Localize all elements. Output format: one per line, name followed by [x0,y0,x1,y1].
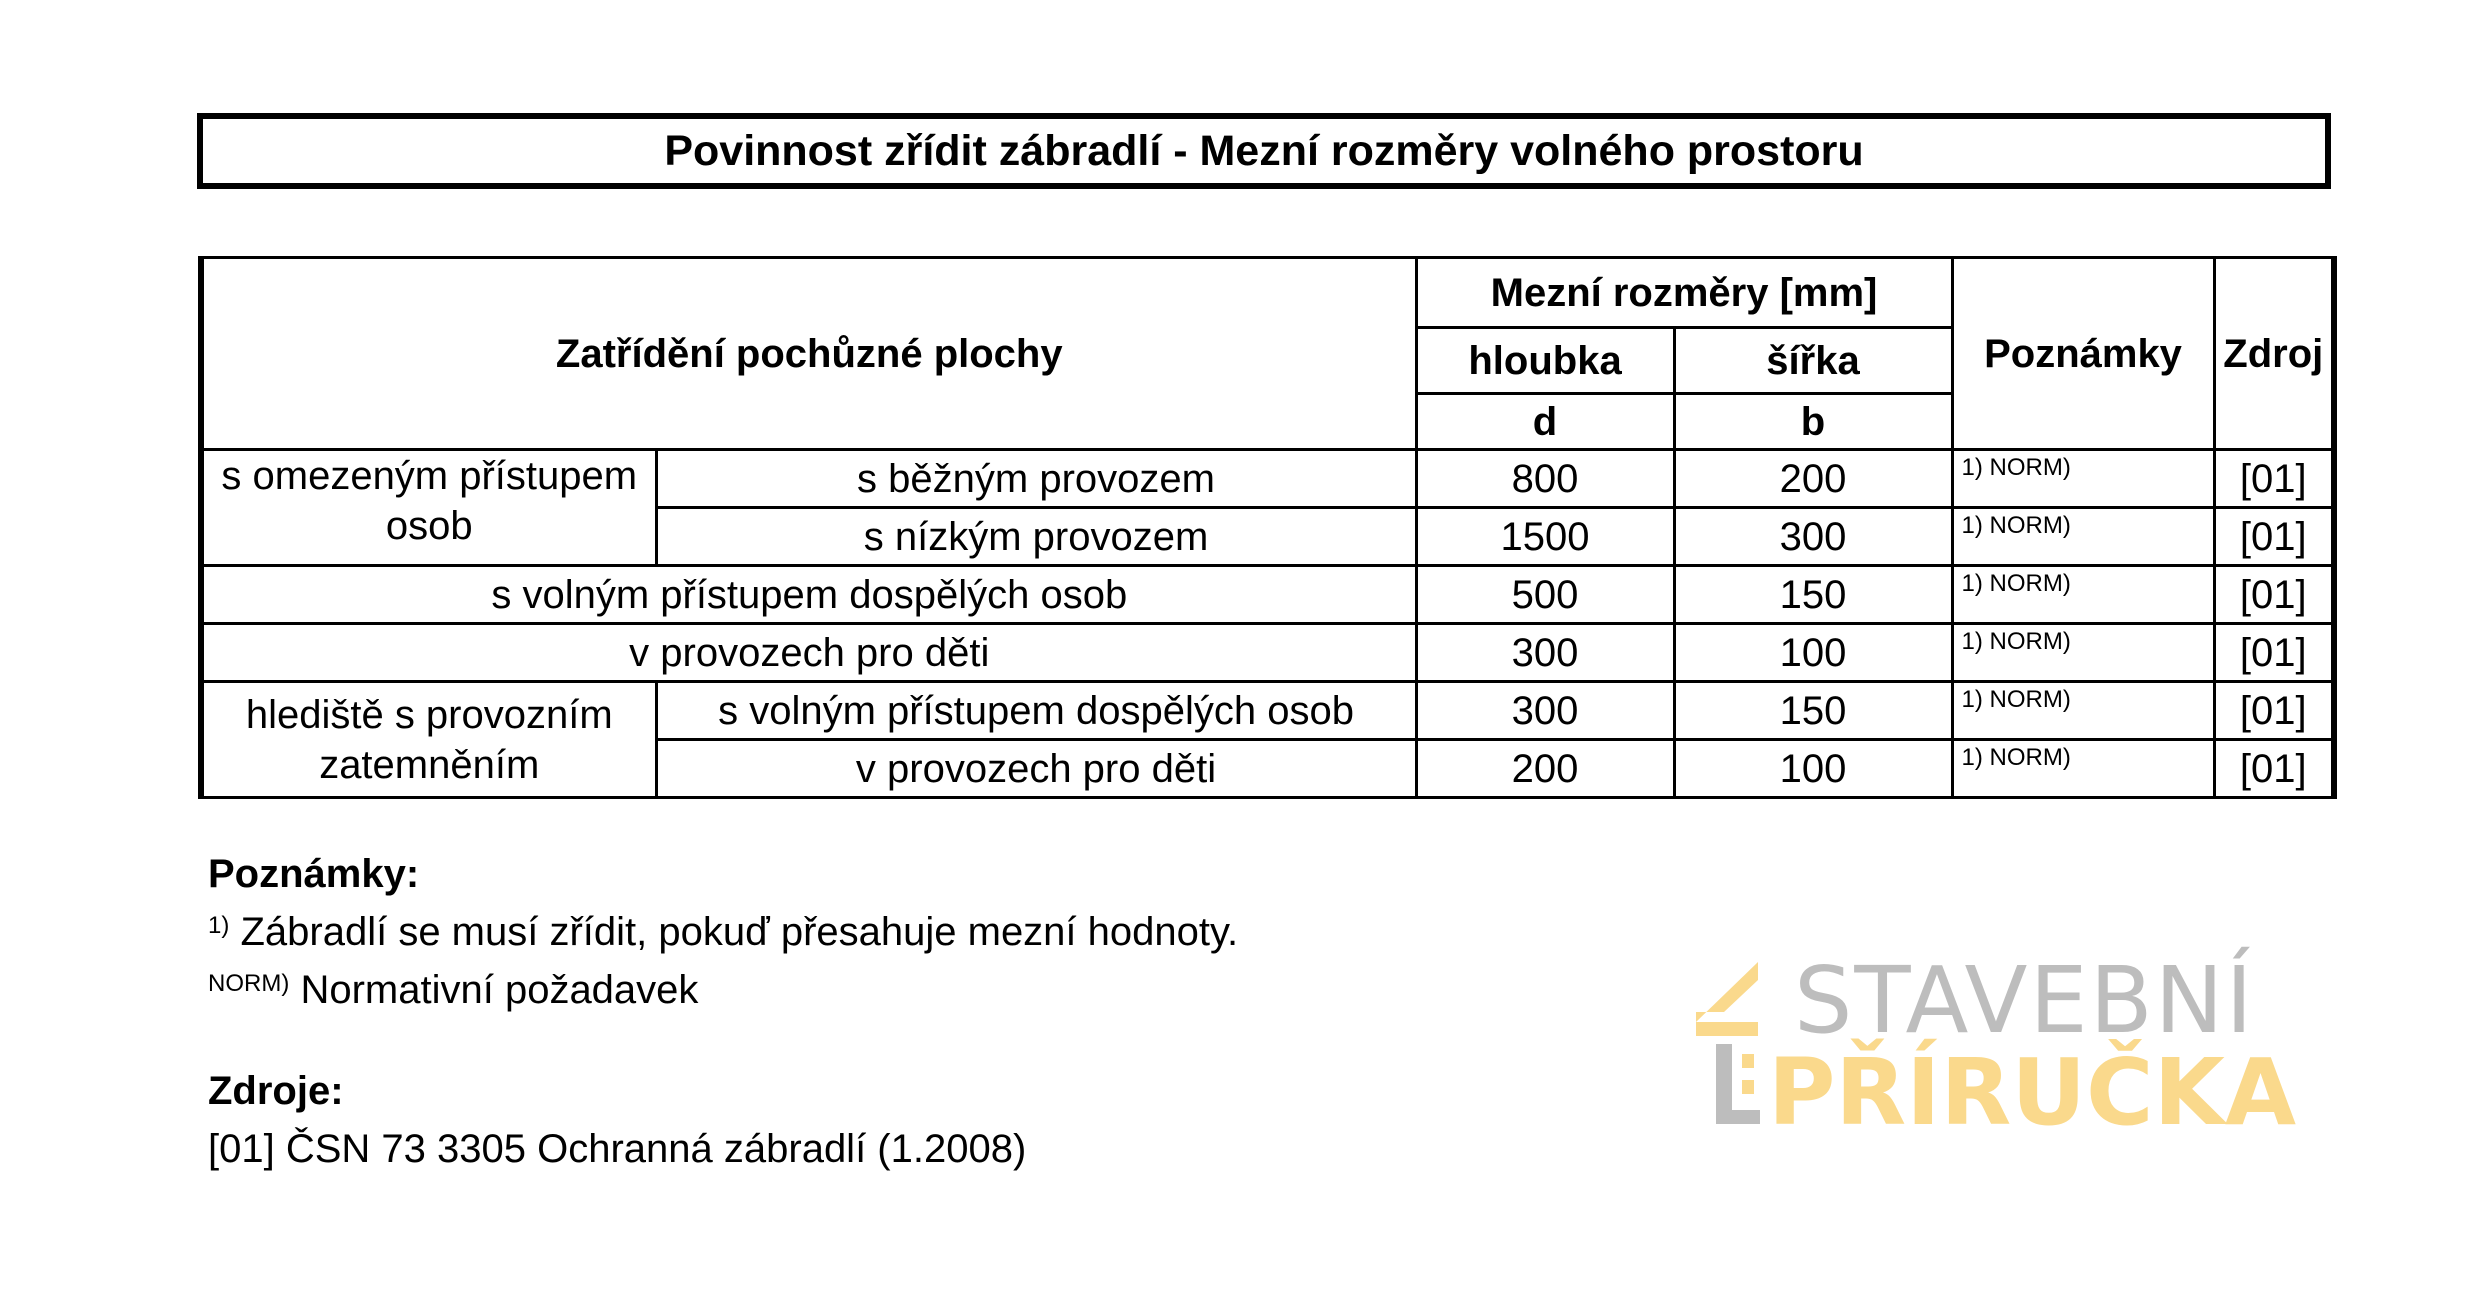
row-source: [01] [2214,450,2334,508]
note-item [208,961,1238,1019]
note-mark: 1) [208,912,230,939]
note-text: Zábradlí se musí zřídit, pokuď přesahuje mezní hodnoty. [240,910,1239,954]
logo-chevron [1696,962,1758,1022]
row-note: 1) NORM) [1952,566,2214,624]
row-width: 200 [1674,450,1952,508]
logo-l-foot [1716,1110,1760,1124]
row-source: [01] [2214,508,2334,566]
header-source: Zdroj [2214,258,2334,450]
page-title: Povinnost zřídit zábradlí - Mezní rozměry volného prostoru [197,113,2331,189]
logo-line2: PŘÍRUČKA [1768,1039,2296,1132]
row-width: 300 [1674,508,1952,566]
source-item: [01] ČSN 73 3305 Ochranná zábradlí (1.2008) [208,1127,1027,1171]
sources-section [208,1062,1026,1178]
row-note: 1) NORM) [1952,624,2214,682]
row-label: v provozech pro děti [201,624,1416,682]
logo-dot [1742,1054,1754,1068]
row-depth: 1500 [1416,508,1674,566]
header-depth-symbol: d [1416,394,1674,450]
group-restricted: s omezeným přístupem osob [201,450,656,566]
row-label: v provozech pro děti [656,740,1416,798]
row-label: s volným přístupem dospělých osob [201,566,1416,624]
row-width: 150 [1674,566,1952,624]
note-text: Normativní požadavek [300,968,699,1012]
note-mark: NORM) [208,970,290,997]
row-source: [01] [2214,624,2334,682]
header-notes: Poznámky [1952,258,2214,450]
row-label: s volným přístupem dospělých osob [656,682,1416,740]
row-note: 1) NORM) [1952,682,2214,740]
row-note: 1) NORM) [1952,740,2214,798]
stavebni-prirucka-logo [1696,932,2296,1132]
row-depth: 500 [1416,566,1674,624]
row-depth: 300 [1416,682,1674,740]
note-item [208,903,1238,961]
row-width: 150 [1674,682,1952,740]
row-label: s nízkým provozem [656,508,1416,566]
row-source: [01] [2214,682,2334,740]
row-source: [01] [2214,740,2334,798]
row-width: 100 [1674,624,1952,682]
row-label: s běžným provozem [656,450,1416,508]
row-depth: 800 [1416,450,1674,508]
header-classification: Zatřídění pochůzné plochy [201,258,1416,450]
logo-bar [1696,1022,1758,1036]
logo-line1: STAVEBNÍ [1794,947,2255,1054]
notes-section [208,845,1238,1019]
sources-heading: Zdroje: [208,1069,344,1113]
notes-heading: Poznámky: [208,852,420,896]
logo-dot [1742,1080,1754,1094]
header-depth: hloubka [1416,328,1674,394]
header-limits: Mezní rozměry [mm] [1416,258,1952,328]
limits-table [198,256,2337,799]
row-source: [01] [2214,566,2334,624]
row-note: 1) NORM) [1952,508,2214,566]
row-depth: 300 [1416,624,1674,682]
row-depth: 200 [1416,740,1674,798]
row-width: 100 [1674,740,1952,798]
row-note: 1) NORM) [1952,450,2214,508]
group-auditorium: hlediště s provozním zatemněním [201,682,656,798]
header-width-symbol: b [1674,394,1952,450]
header-width: šířka [1674,328,1952,394]
